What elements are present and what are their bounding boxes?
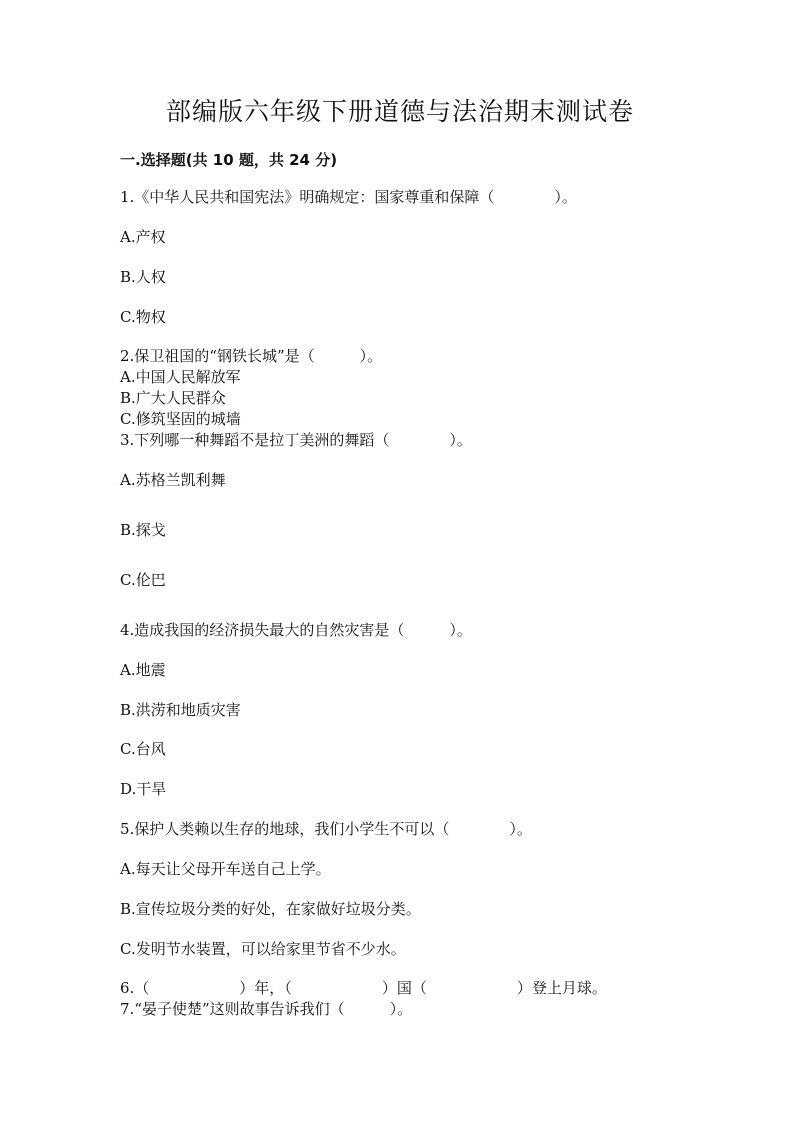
question-2: 2.保卫祖国的“钢铁长城”是（ ）。 xyxy=(120,347,383,365)
q2-option-b: B.广大人民群众 xyxy=(120,389,226,407)
q4-option-b: B.洪涝和地质灾害 xyxy=(120,701,241,719)
q1-option-b: B.人权 xyxy=(120,268,166,286)
q4-option-a: A.地震 xyxy=(120,661,166,679)
q3-option-b: B.探戈 xyxy=(120,521,166,539)
q2-option-c: C.修筑坚固的城墙 xyxy=(120,410,241,428)
section-heading: 一.选择题(共 10 题，共 24 分) xyxy=(120,151,338,169)
q3-option-a: A.苏格兰凯利舞 xyxy=(120,471,226,489)
q3-option-c: C.伦巴 xyxy=(120,571,166,589)
q4-option-d: D.干旱 xyxy=(120,780,167,798)
q2-option-a: A.中国人民解放军 xyxy=(120,368,241,386)
q5-option-b: B.宣传垃圾分类的好处，在家做好垃圾分类。 xyxy=(120,900,421,918)
question-5: 5.保护人类赖以生存的地球，我们小学生不可以（ ）。 xyxy=(120,820,532,838)
q1-option-a: A.产权 xyxy=(120,228,166,246)
q4-option-c: C.台风 xyxy=(120,740,166,758)
question-4: 4.造成我国的经济损失最大的自然灾害是（ ）。 xyxy=(120,621,472,639)
q5-option-c: C.发明节水装置，可以给家里节省不少水。 xyxy=(120,940,406,958)
question-3: 3.下列哪一种舞蹈不是拉丁美洲的舞蹈（ ）。 xyxy=(120,431,472,449)
page-title: 部编版六年级下册道德与法治期末测试卷 xyxy=(165,97,634,126)
question-1: 1.《中华人民共和国宪法》明确规定：国家尊重和保障（ ）。 xyxy=(120,188,577,206)
q1-option-c: C.物权 xyxy=(120,308,166,326)
question-6: 6.（ ）年，（ ）国（ ）登上月球。 xyxy=(120,979,607,997)
question-7: 7.“晏子使楚”这则故事告诉我们（ ）。 xyxy=(120,1000,413,1018)
q5-option-a: A.每天让父母开车送自己上学。 xyxy=(120,860,331,878)
